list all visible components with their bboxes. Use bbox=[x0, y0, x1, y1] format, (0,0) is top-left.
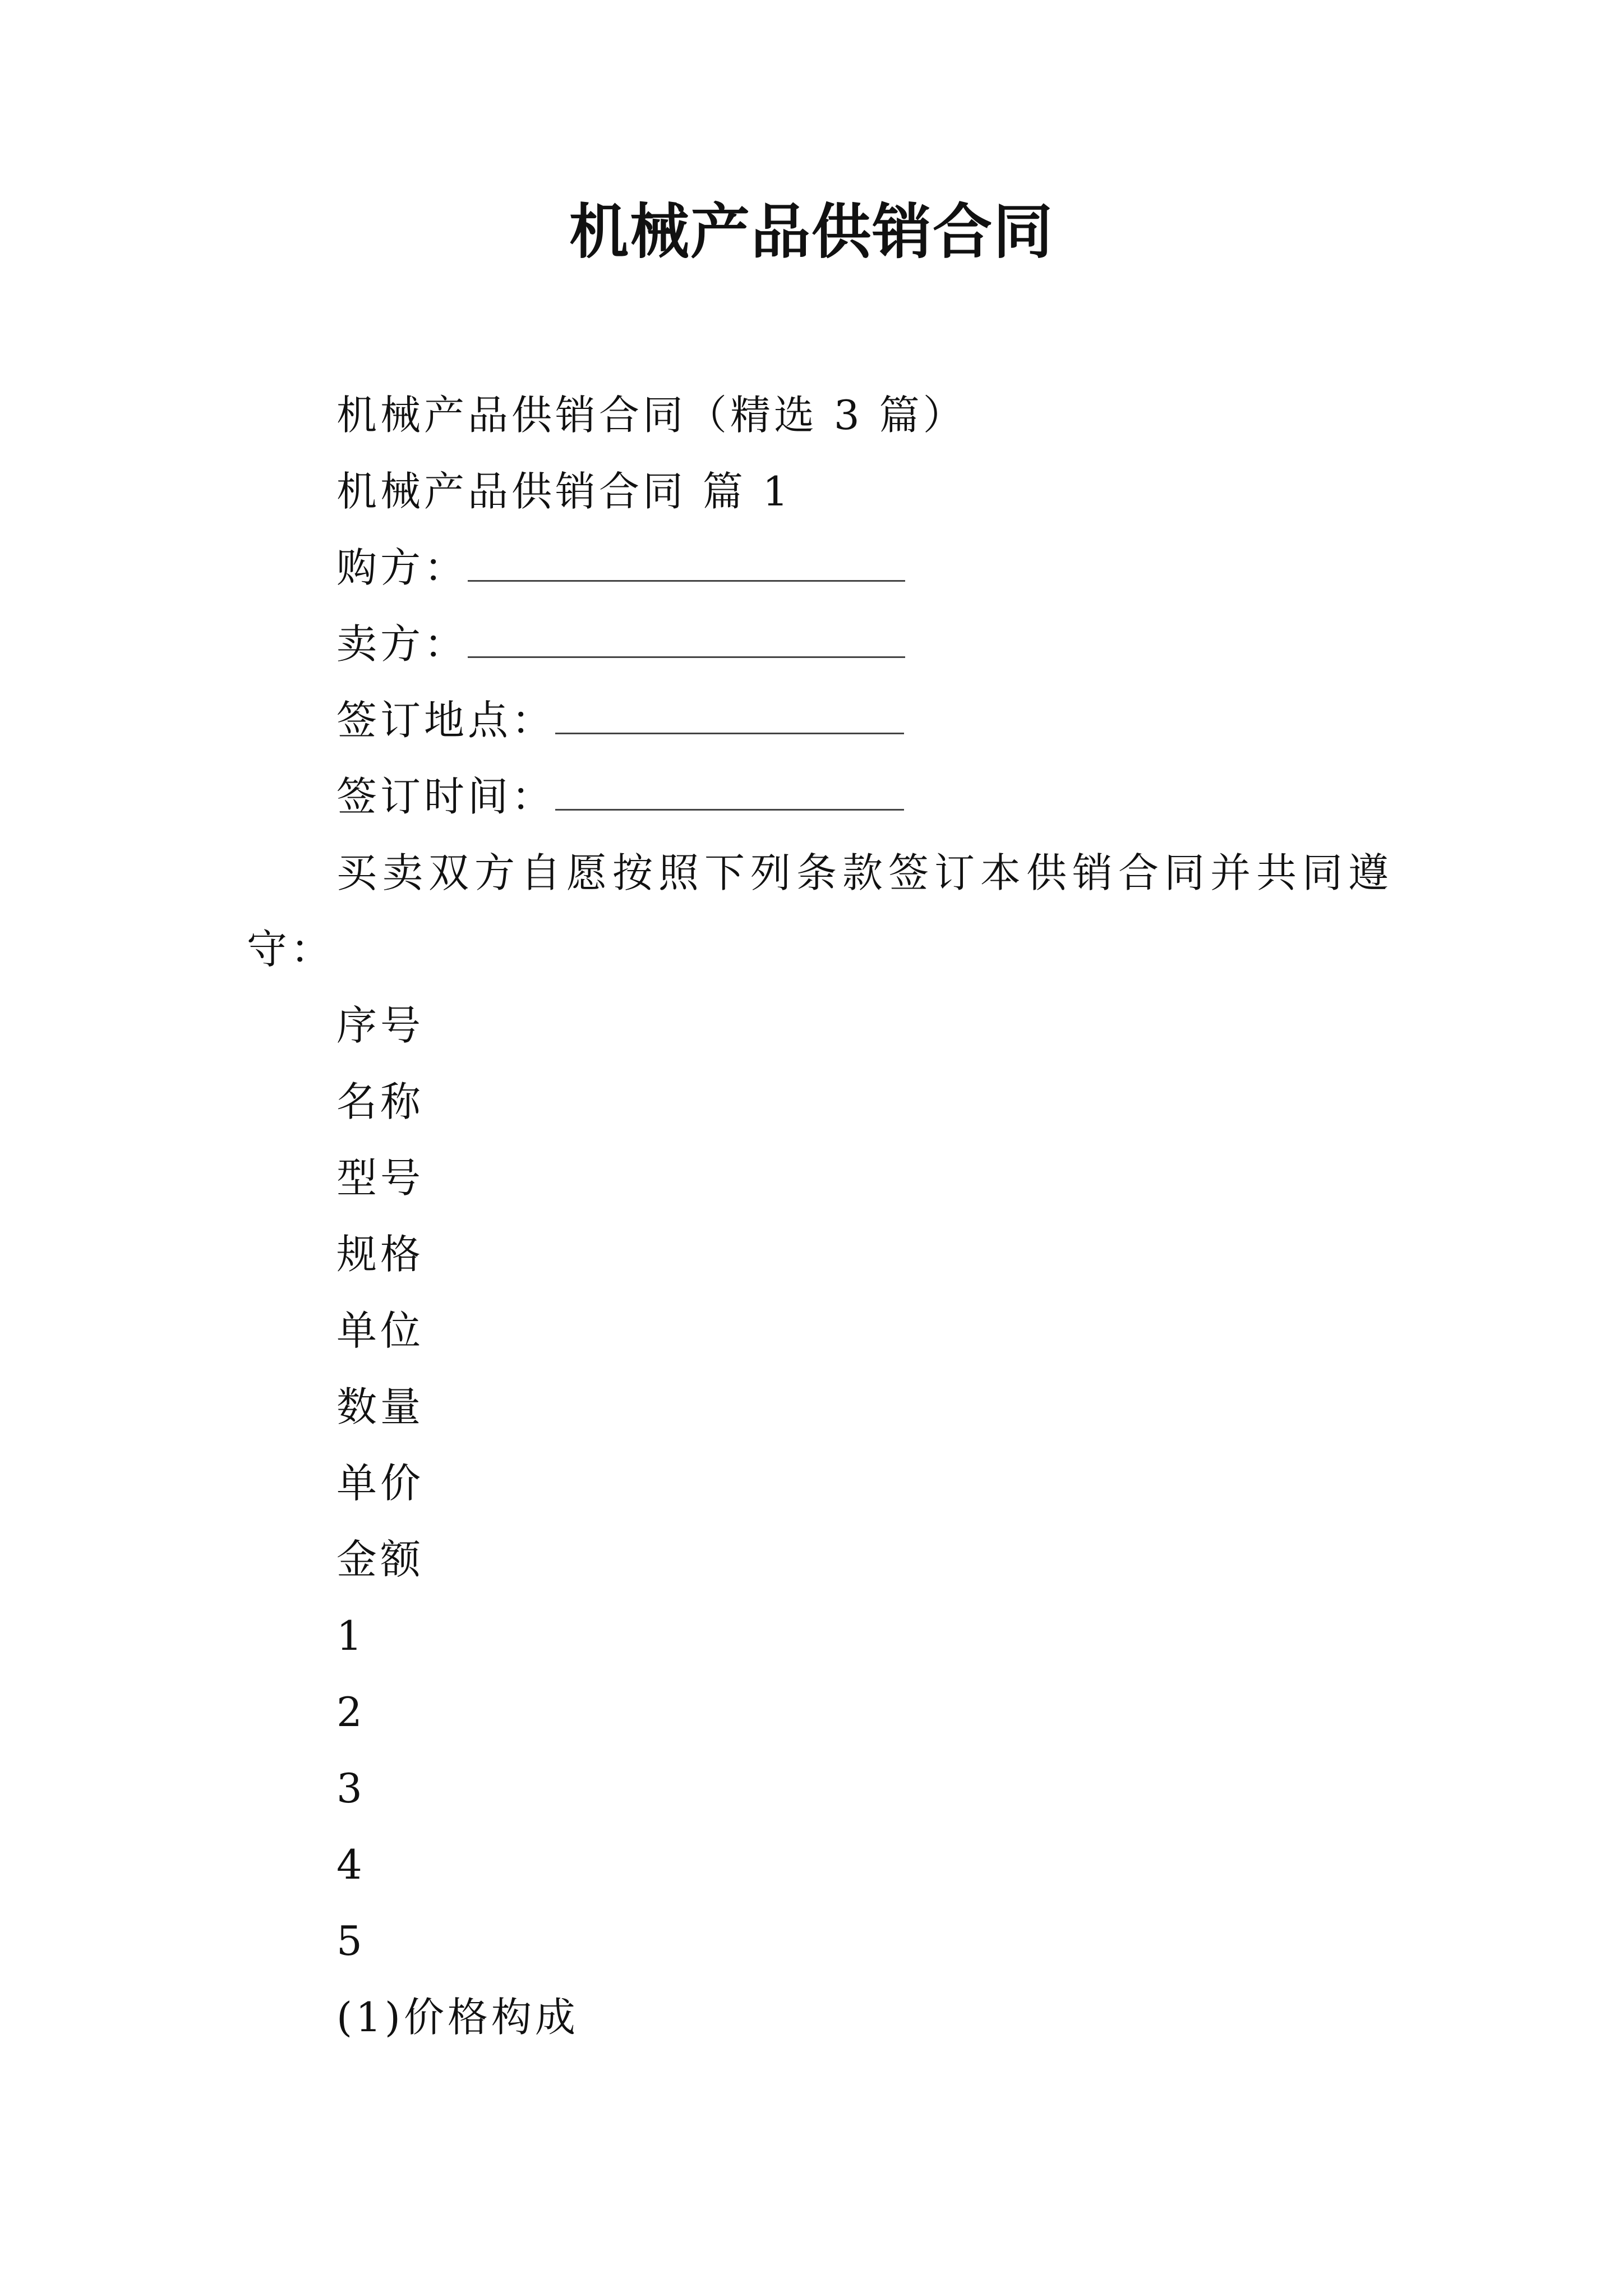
row-number: 2 bbox=[336, 1688, 366, 1736]
table-header-unit-price: 单价 bbox=[336, 1460, 425, 1507]
field-seller bbox=[336, 616, 905, 672]
field-seller-label: 卖方： bbox=[336, 620, 468, 668]
field-sign-place bbox=[336, 692, 904, 748]
table-header-name: 名称 bbox=[336, 1078, 425, 1125]
intro-line-2: 守： bbox=[247, 926, 335, 973]
field-seller-blank bbox=[468, 620, 905, 658]
row-number: 3 bbox=[336, 1765, 366, 1812]
intro-line-1: 买卖双方自愿按照下列条款签订本供销合同并共同遵 bbox=[336, 849, 1395, 896]
section-heading: 机械产品供销合同 篇 1 bbox=[336, 468, 792, 515]
table-header-amount: 金额 bbox=[336, 1536, 425, 1583]
table-header-unit: 单位 bbox=[336, 1307, 425, 1354]
table-header-index: 序号 bbox=[336, 1002, 425, 1049]
table-header-spec: 规格 bbox=[336, 1231, 425, 1278]
row-number: 1 bbox=[336, 1612, 366, 1659]
document-subtitle: 机械产品供销合同（精选 3 篇） bbox=[336, 392, 967, 439]
table-header-quantity: 数量 bbox=[336, 1383, 425, 1430]
field-sign-time-blank bbox=[555, 773, 904, 811]
field-sign-time bbox=[336, 769, 904, 825]
field-buyer bbox=[336, 540, 905, 596]
row-number: 5 bbox=[336, 1917, 366, 1964]
field-buyer-label: 购方： bbox=[336, 544, 468, 591]
row-number: 4 bbox=[336, 1841, 366, 1888]
field-buyer-blank bbox=[468, 544, 905, 582]
field-sign-place-blank bbox=[555, 697, 904, 734]
field-sign-place-label: 签订地点： bbox=[336, 697, 556, 744]
field-sign-time-label: 签订时间： bbox=[336, 773, 556, 820]
document-title: 机械产品供销合同 bbox=[569, 196, 1054, 266]
clause-price-composition: (1)价格构成 bbox=[336, 1994, 579, 2041]
table-header-model: 型号 bbox=[336, 1154, 425, 1202]
